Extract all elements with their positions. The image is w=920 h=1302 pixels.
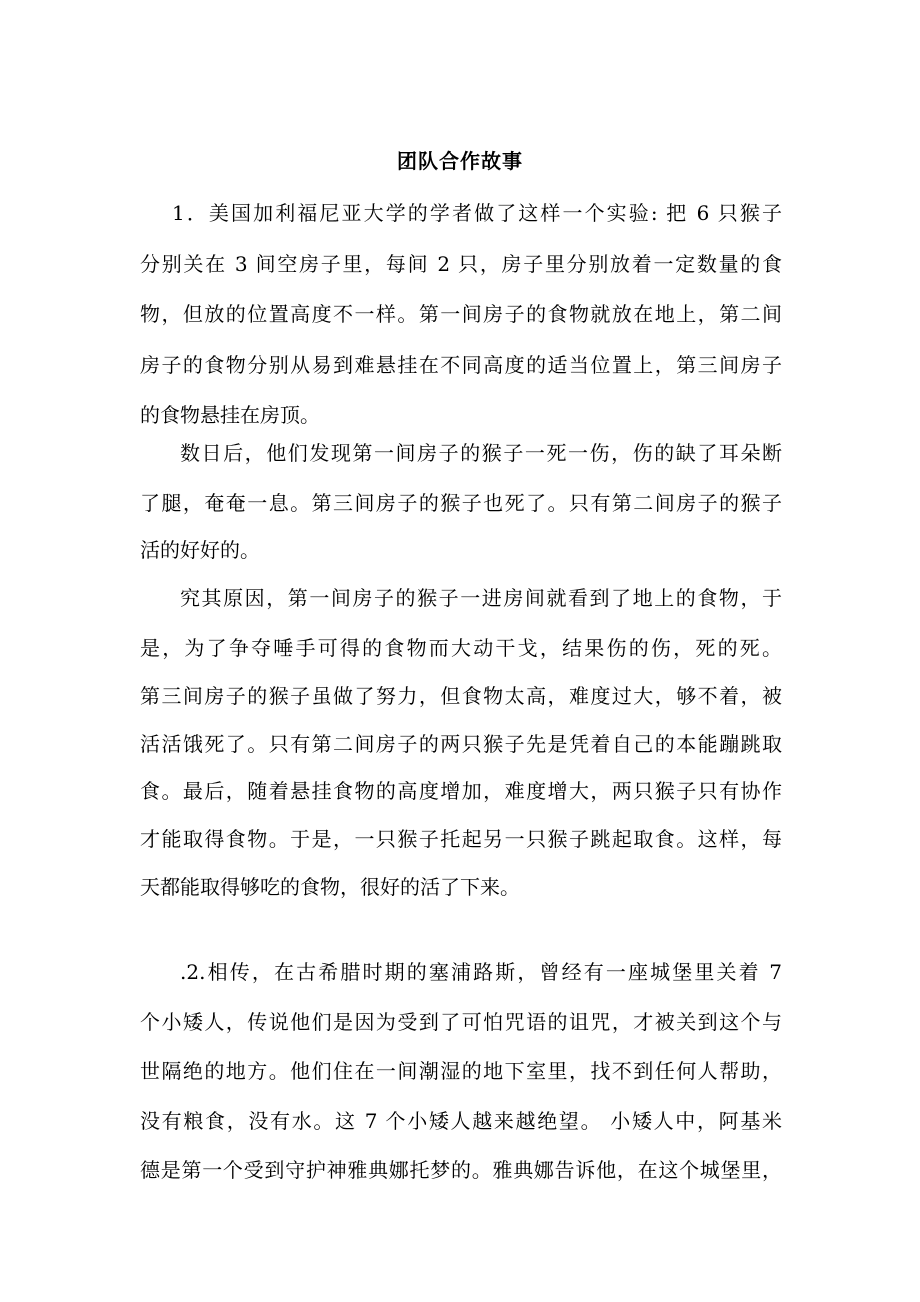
paragraph-4-line-1: .2.相传，在古希腊时期的塞浦路斯，曾经有一座城堡里关着 7: [180, 960, 782, 984]
document-title: 团队合作故事: [397, 149, 523, 173]
paragraph-1-line-3: 物，但放的位置高度不一样。第一间房子的食物就放在地上，第二间: [140, 302, 782, 326]
paragraph-1-line-2: 分别关在 3 间空房子里，每间 2 只，房子里分别放着一定数量的食: [140, 252, 782, 276]
paragraph-2-line-3: 活的好好的。: [140, 538, 260, 562]
paragraph-2-line-1: 数日后，他们发现第一间房子的猴子一死一伤，伤的缺了耳朵断: [180, 441, 782, 465]
paragraph-3-line-4: 活活饿死了。只有第二间房子的两只猴子先是凭着自己的本能蹦跳取: [140, 732, 782, 756]
paragraph-3-line-6: 才能取得食物。于是，一只猴子托起另一只猴子跳起取食。这样，每: [140, 827, 782, 851]
paragraph-4-line-3: 世隔绝的地方。他们住在一间潮湿的地下室里，找不到任何人帮助，: [140, 1059, 782, 1083]
paragraph-3-line-1: 究其原因，第一间房子的猴子一进房间就看到了地上的食物，于: [180, 586, 782, 610]
paragraph-1-line-1: 1．美国加利福尼亚大学的学者做了这样一个实验: 把 6 只猴子: [172, 201, 782, 225]
paragraph-3-line-2: 是，为了争夺唾手可得的食物而大动干戈，结果伤的伤，死的死。: [140, 636, 782, 660]
paragraph-3-line-3: 第三间房子的猴子虽做了努力，但食物太高，难度过大，够不着，被: [140, 684, 782, 708]
paragraph-4-line-2: 个小矮人，传说他们是因为受到了可怕咒语的诅咒，才被关到这个与: [140, 1010, 782, 1034]
paragraph-2-line-2: 了腿，奄奄一息。第三间房子的猴子也死了。只有第二间房子的猴子: [140, 491, 782, 515]
paragraph-3-line-7: 天都能取得够吃的食物，很好的活了下来。: [140, 875, 520, 899]
paragraph-4-line-5: 德是第一个受到守护神雅典娜托梦的。雅典娜告诉他，在这个城堡里，: [140, 1158, 782, 1182]
paragraph-3-line-5: 食。最后，随着悬挂食物的高度增加，难度增大，两只猴子只有协作: [140, 779, 782, 803]
paragraph-1-line-4: 房子的食物分别从易到难悬挂在不同高度的适当位置上，第三间房子: [140, 353, 782, 377]
paragraph-4-line-4: 没有粮食，没有水。这 7 个小矮人越来越绝望。 小矮人中，阿基米: [140, 1109, 782, 1133]
paragraph-1-line-5: 的食物悬挂在房顶。: [140, 403, 320, 427]
